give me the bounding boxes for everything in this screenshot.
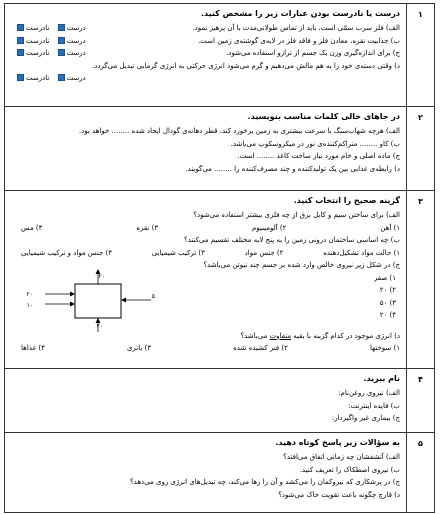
- force-question-area: [11, 272, 400, 330]
- checkbox-icon[interactable]: [58, 74, 65, 81]
- question-number: ۴: [406, 369, 434, 432]
- short-question: ج) در پرشکاری که نیروکمان را می‌کشد و آن را رها می‌کند، چه تبدیل‌های انرژی روی می‌دهد؟: [129, 478, 400, 486]
- svg-text:۲۰: ۲۰: [96, 322, 103, 330]
- mc-option[interactable]: ۴) غذاها: [21, 344, 45, 352]
- fill-blank-item: الف) هرچه شهاب‌سنگ با سرعت بیشتری به زمین برخورد کند، قطر دهانه‌ی گودال ایجاد شده ........ خواهد بود.: [78, 127, 400, 135]
- svg-text:۲۰: ۲۰: [27, 290, 33, 298]
- checkbox-icon[interactable]: [17, 74, 24, 81]
- mc-option[interactable]: ۳) باتری: [126, 344, 152, 352]
- question-title: در جاهای خالی کلمات مناسب بنویسید.: [247, 112, 400, 121]
- question-5: [5, 432, 434, 512]
- checkbox-icon[interactable]: [17, 24, 24, 31]
- mc-option[interactable]: ۴) جنس مواد و ترکیب شیمیایی: [21, 248, 112, 257]
- checkbox-icon[interactable]: [58, 24, 65, 31]
- question-number: ۲: [406, 107, 434, 190]
- mc-option[interactable]: ۳) ۵۰: [379, 298, 396, 307]
- mc-option[interactable]: ۲) جنس مواد: [244, 248, 284, 257]
- short-item: الف) نیروی روغن‌نام:: [338, 389, 400, 397]
- checkbox-icon[interactable]: [17, 49, 24, 56]
- question-4: [5, 368, 434, 432]
- exam-sheet: [4, 3, 435, 513]
- svg-text:۱۰: ۱۰: [27, 301, 33, 309]
- mc-question: د) انرژی موجود در کدام گزینه با بقیه متفاوت می‌باشد؟: [240, 331, 400, 340]
- body-box: [75, 284, 121, 318]
- short-item: ب) فایده اینترنت:: [348, 401, 400, 410]
- checkbox-icon[interactable]: [58, 37, 65, 44]
- short-item: ج) بیماری غیر واگیردار:: [331, 414, 400, 422]
- question-title: گزینه صحیح را انتخاب کنید.: [293, 196, 400, 205]
- mc-options: [11, 342, 400, 355]
- mc-option[interactable]: ۱) سوختها: [369, 344, 400, 352]
- checkbox-icon[interactable]: [17, 37, 24, 44]
- fill-blank-item: د) رابطه‌ی غذایی بین یک تولیدکننده و چند مصرف‌کننده را ........ می‌گویند.: [185, 164, 400, 173]
- mc-question: ب) چه اساسی ساختمان درونی زمین را به پنج لایه مختلف تقسیم می‌کنند؟: [183, 236, 400, 244]
- fill-blank-item: ب) کاو ........ متراکم‌کننده‌ی نور در میکروسکوپ می‌باشد.: [230, 139, 400, 148]
- tf-item-text: د) وقتی دسته‌ی خود را به هم مالش می‌دهیم و گرم می‌شود انرژی حرکتی به انرژی گرمایی تبدیل می‌گردد.: [91, 61, 400, 70]
- tf-options: نادرست درست: [11, 72, 400, 84]
- mc-option[interactable]: ۲) ۲۰: [379, 286, 396, 294]
- question-3: [5, 190, 434, 368]
- mc-question: ج) در شکل زیر نیروی خالص وارد شده بر جسم چند نیوتن می‌باشد؟: [203, 261, 400, 269]
- mc-options: [11, 247, 400, 260]
- question-number: ۵: [406, 433, 434, 512]
- mc-option[interactable]: ۳) ترکیب شیمیایی: [151, 248, 205, 257]
- question-title: نام ببرید.: [363, 374, 400, 383]
- mc-option[interactable]: ۲) فنر کشیده شده: [233, 344, 288, 352]
- mc-question: الف) برای ساختن سیم و کابل برق از چه فلزی بیشتر استفاده می‌شود؟: [193, 211, 400, 219]
- mc-option[interactable]: ۱) آهن: [380, 223, 400, 232]
- mc-options: [11, 222, 400, 235]
- tf-item: ج) برای اندازه‌گیری وزن یک جسم از ترازو استفاده می‌شود. نادرست درست: [11, 47, 400, 60]
- question-2: [5, 106, 434, 190]
- force-diagram: [27, 268, 167, 334]
- short-question: الف) آتشفشان چه زمانی اتفاق می‌افتد؟: [283, 453, 400, 461]
- svg-text:۲۰: ۲۰: [98, 272, 105, 280]
- question-title: درست یا نادرست بودن عبارات زیر را مشخص کنید.: [200, 9, 400, 18]
- tf-item: الف) فلز سرب سمّی است، باید از تماس طولانی‌مدت با آن پرهیز نمود. نادرست درست: [11, 22, 400, 35]
- short-question: د) قارچ چگونه باعث تقویت خاک می‌شود؟: [278, 490, 400, 499]
- question-number: ۱: [406, 4, 434, 106]
- tf-item: ب) جذابیت نقره، معادن فلز و فاقد فلز در لایه‌ی گوشته‌ی زمین است. نادرست درست: [11, 35, 400, 48]
- checkbox-icon[interactable]: [58, 49, 65, 56]
- svg-text:۵: ۵: [151, 292, 155, 300]
- mc-option[interactable]: ۱) حالت مواد تشکیل‌دهنده: [323, 248, 400, 257]
- question-title: به سؤالات زیر پاسخ کوتاه دهید.: [275, 438, 400, 447]
- mc-option[interactable]: ۱) صفر: [373, 273, 396, 282]
- mc-option[interactable]: ۲) آلومینیوم: [251, 223, 287, 232]
- mc-option[interactable]: ۳) نقره: [136, 223, 159, 232]
- short-question: ب) نیروی اصطکاک را تعریف کنید.: [299, 465, 400, 474]
- question-number: ۳: [406, 191, 434, 368]
- mc-option[interactable]: ۴) مس: [21, 223, 43, 232]
- question-1: [5, 4, 434, 106]
- fill-blank-item: ج) ماده اصلی و خام مورد نیاز ساخت کاغذ ........ است.: [237, 152, 400, 160]
- mc-option[interactable]: ۴) ۲۰: [379, 311, 396, 319]
- mc-options-vertical: [374, 272, 396, 322]
